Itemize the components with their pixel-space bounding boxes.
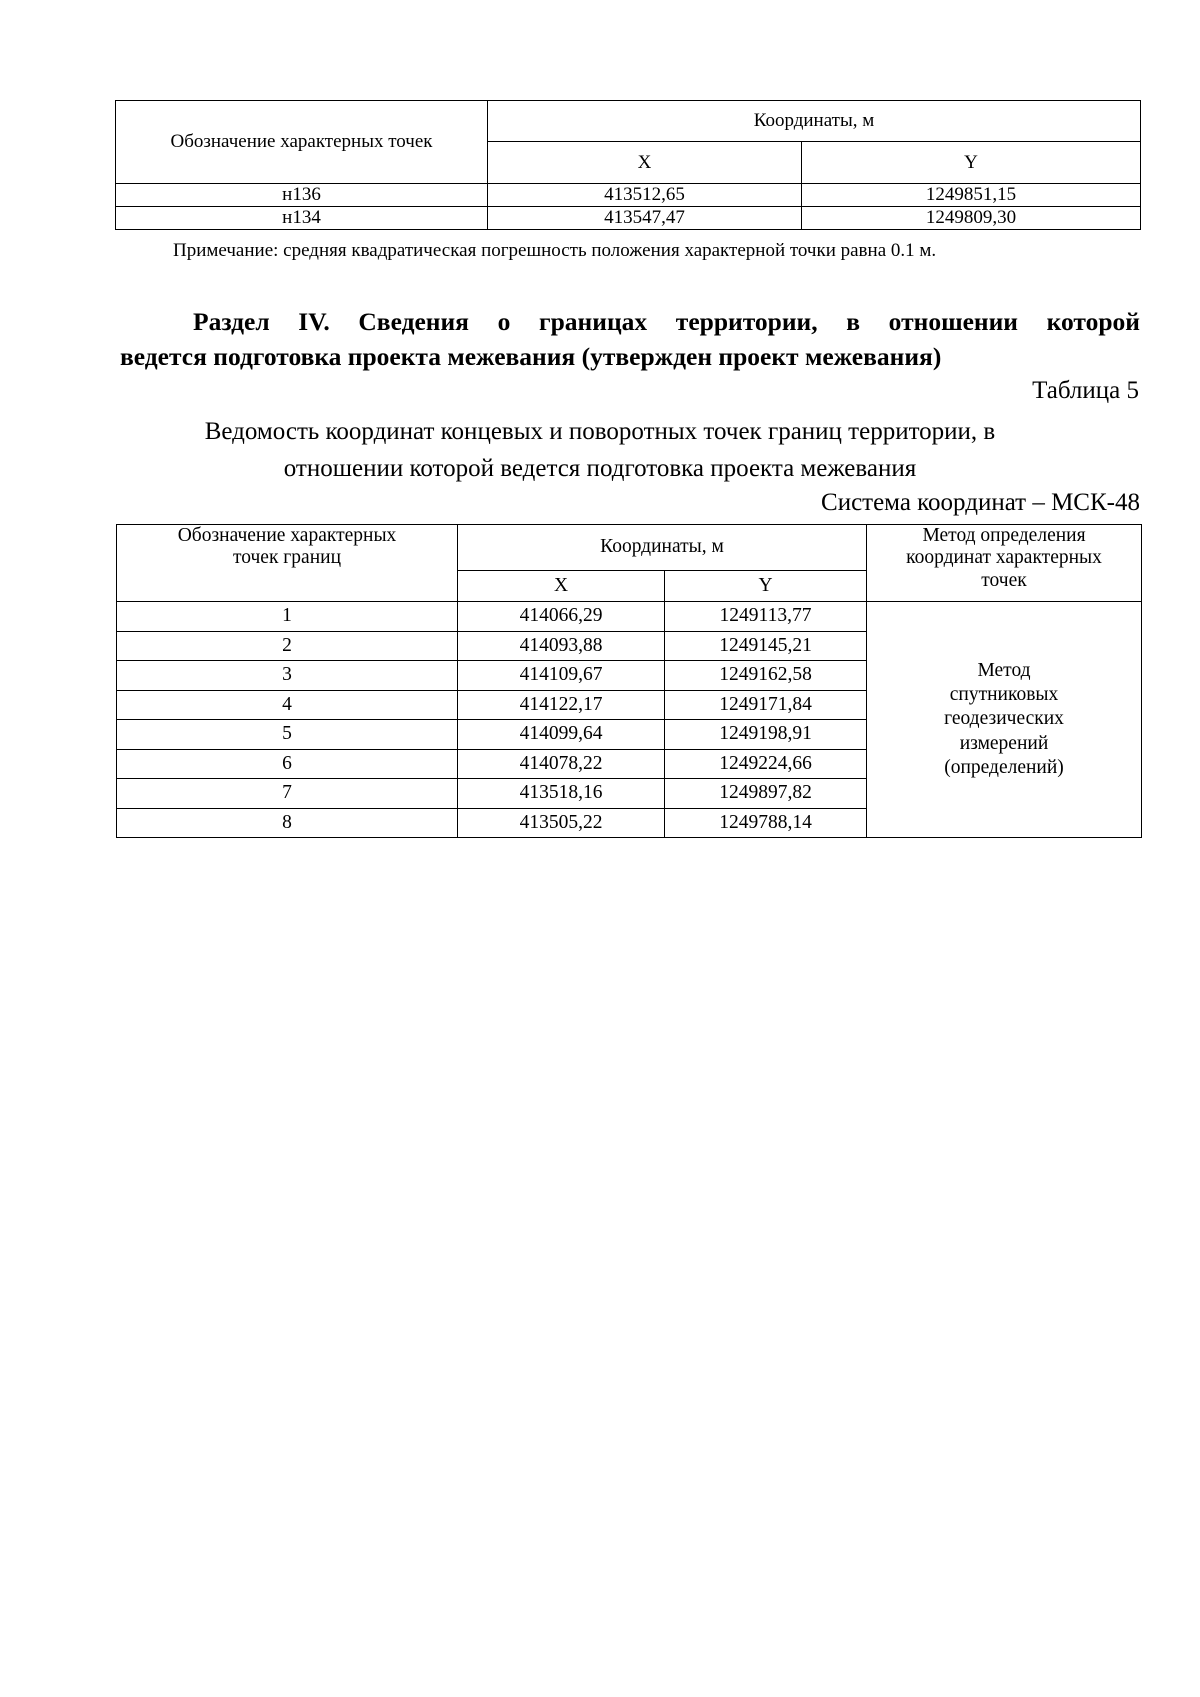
header-y: Y: [665, 571, 867, 602]
x-cell: 413512,65: [488, 184, 802, 207]
header-point-designation: [117, 525, 458, 602]
header-x: X: [488, 142, 802, 184]
x-cell: 414078,22: [458, 749, 665, 779]
caption-line-1: Ведомость координат концевых и поворотных точек границ территории, в: [204, 418, 996, 445]
point-cell: 8: [117, 808, 458, 838]
point-cell: н134: [116, 207, 488, 230]
table-row: [117, 602, 1142, 632]
coordinates-table-continued: [115, 100, 1141, 230]
header-coordinates: Координаты, м: [458, 525, 867, 571]
section-title-line-2: ведется подготовка проекта межевания (утвержден проект межевания): [120, 342, 942, 371]
table-caption: [130, 413, 1070, 487]
point-cell: 1: [117, 602, 458, 632]
method-line-2: спутниковых: [949, 683, 1059, 705]
x-cell: 414109,67: [458, 661, 665, 691]
header-method-line-2: координат характерных: [906, 547, 1102, 569]
table-row: [116, 184, 1141, 207]
method-line-3: геодезических: [944, 708, 1064, 730]
x-cell: 413547,47: [488, 207, 802, 230]
table-label: Таблица 5: [1032, 377, 1139, 404]
header-method: [867, 525, 1142, 602]
header-point-line-1: Обозначение характерных: [177, 525, 397, 546]
header-coordinates: Координаты, м: [488, 101, 1141, 142]
boundary-coordinates-table: [116, 524, 1142, 838]
method-line-5: (определений): [944, 757, 1064, 779]
x-cell: 413505,22: [458, 808, 665, 838]
method-line-1: Метод: [977, 659, 1031, 681]
point-cell: 2: [117, 631, 458, 661]
y-cell: 1249171,84: [665, 690, 867, 720]
y-cell: 1249851,15: [802, 184, 1141, 207]
point-cell: 6: [117, 749, 458, 779]
y-cell: 1249145,21: [665, 631, 867, 661]
y-cell: 1249897,82: [665, 779, 867, 809]
header-method-line-1: Метод определения: [922, 525, 1086, 546]
x-cell: 414066,29: [458, 602, 665, 632]
method-line-4: измерений: [959, 732, 1049, 754]
y-cell: 1249224,66: [665, 749, 867, 779]
accuracy-note: Примечание: средняя квадратическая погрешность положения характерной точки равна 0.1 м.: [173, 240, 937, 261]
point-cell: 5: [117, 720, 458, 750]
point-cell: 4: [117, 690, 458, 720]
point-cell: 3: [117, 661, 458, 691]
header-x: X: [458, 571, 665, 602]
y-cell: 1249113,77: [665, 602, 867, 632]
x-cell: 414099,64: [458, 720, 665, 750]
x-cell: 413518,16: [458, 779, 665, 809]
coordinate-system: Система координат – МСК-48: [821, 489, 1140, 516]
section-title-line-1: Раздел IV. Сведения о границах территории, в отношении которой: [193, 307, 1140, 336]
y-cell: 1249809,30: [802, 207, 1141, 230]
point-cell: н136: [116, 184, 488, 207]
point-cell: 7: [117, 779, 458, 809]
caption-line-2: отношении которой ведется подготовка проекта межевания: [283, 455, 917, 482]
header-y: Y: [802, 142, 1141, 184]
y-cell: 1249198,91: [665, 720, 867, 750]
header-point-line-2: точек границ: [232, 547, 342, 569]
x-cell: 414122,17: [458, 690, 665, 720]
section-title: [120, 304, 1140, 374]
y-cell: 1249788,14: [665, 808, 867, 838]
header-point-designation: Обозначение характерных точек: [116, 101, 488, 184]
header-method-line-3: точек: [981, 569, 1027, 591]
method-cell: [867, 602, 1142, 838]
table-row: [116, 207, 1141, 230]
y-cell: 1249162,58: [665, 661, 867, 691]
x-cell: 414093,88: [458, 631, 665, 661]
